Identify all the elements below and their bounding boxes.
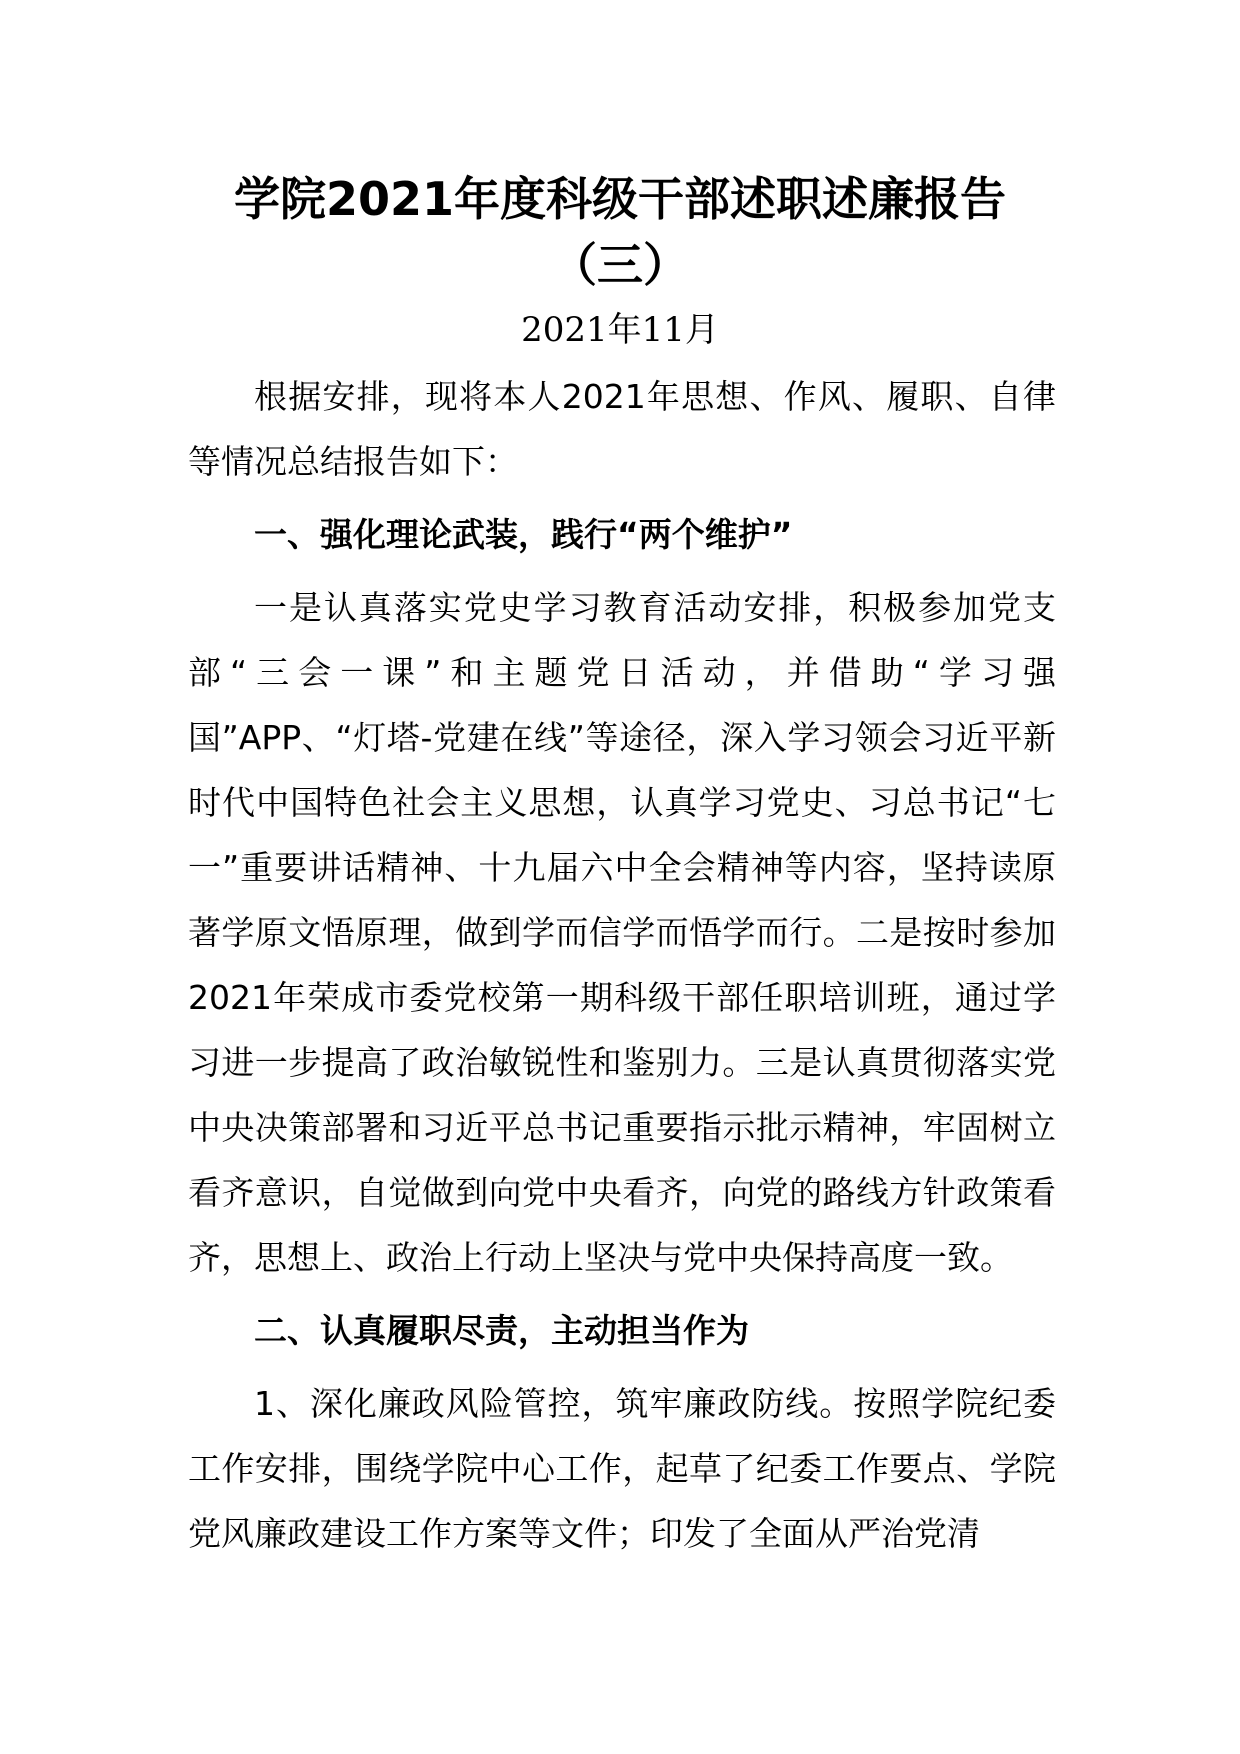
document-body bbox=[188, 364, 1056, 1566]
document-date: 2021年11月 bbox=[521, 310, 719, 350]
section-2-item-1: 1、深化廉政风险管控，筑牢廉政防线。按照学院纪委工作安排，围绕学院中心工作，起草了纪委工作要点、学院党风廉政建设工作方案等文件；印发了全面从严治党清 bbox=[188, 1384, 1056, 1553]
intro-paragraph: 根据安排，现将本人2021年思想、作风、履职、自律等情况总结报告如下： bbox=[188, 377, 1056, 481]
document-title: 学院2021年度科级干部述职述廉报告 bbox=[233, 172, 1007, 226]
document-title-number: （三） bbox=[551, 238, 689, 292]
section-1-paragraph: 一是认真落实党史学习教育活动安排，积极参加党支部“三会一课”和主题党日活动，并借助“学习强国”APP、“灯塔-党建在线”等途径，深入学习领会习近平新时代中国特色社会主义思想，认真学习党史、习总书记“七一”重要讲话精神、十九届六中全会精神等内容，坚持读原著学原文悟原理，做到学而信学而悟学而行。二是按时参加2021年荣成市委党校第一期科级干部任职培训班，通过学习进一步提高了政治敏锐性和鉴别力。三是认真贯彻落实党中央决策部署和习近平总书记重要指示批示精神，牢固树立看齐意识，自觉做到向党中央看齐，向党的路线方针政策看齐，思想上、政治上行动上坚决与党中央保持高度一致。 bbox=[188, 588, 1056, 1277]
section-heading-1: 一、强化理论武装，践行“两个维护” bbox=[254, 515, 793, 554]
section-heading-2: 二、认真履职尽责，主动担当作为 bbox=[254, 1311, 749, 1350]
